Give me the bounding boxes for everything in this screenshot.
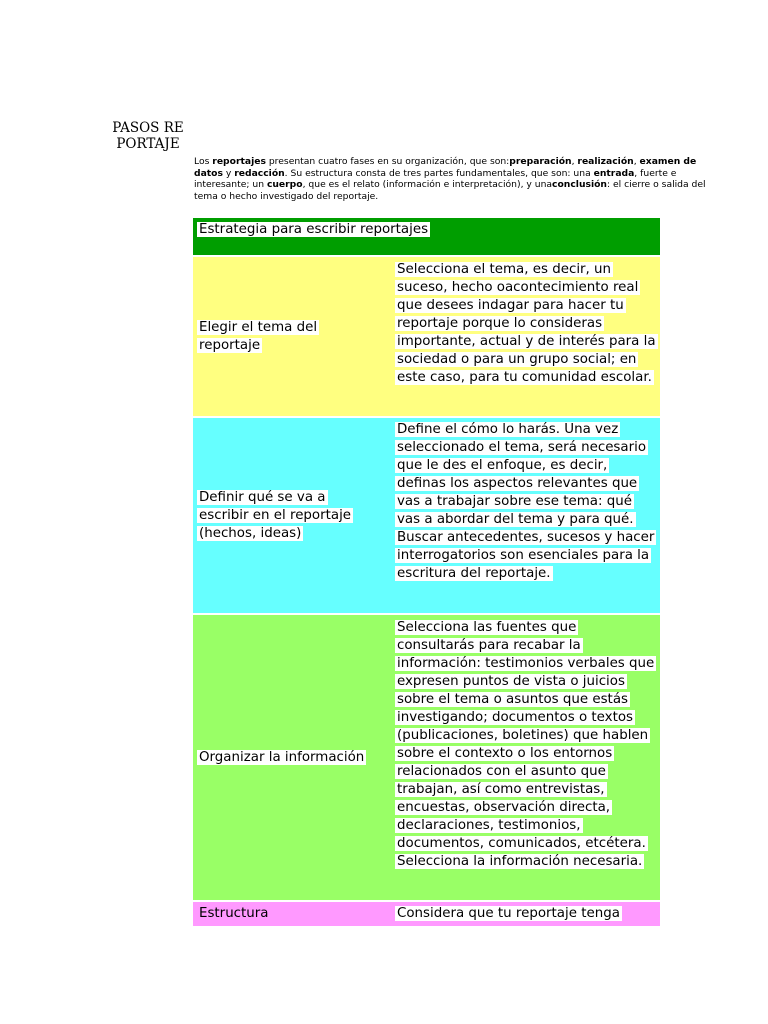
description-cell [392,257,660,416]
table-row [193,902,660,926]
intro-text: , [571,156,578,167]
intro-text: . Su estructura consta de tres partes fundamentales, que son: una [284,167,594,179]
intro-text: presentan cuatro fases en su organización, que son: [265,156,510,167]
description-cell [392,615,660,900]
step-description: Define el cómo lo harás. Una vez seleccionado el tema, será necesario que le des el enfoque, es decir, definas los aspectos relevantes que vas a trabajar sobre ese tema: qué vas a abordar del tema y para qué. Buscar antecedentes, sucesos y hacer interrogatorios son esenciales para la escritura del reportaje. [397,422,655,581]
step-description: Considera que tu reportaje tenga [397,906,620,921]
step-label: Organizar la información [199,749,365,765]
step-cell [193,418,392,613]
intro-text: , fuerte e interesante; un [194,167,677,190]
step-cell [193,615,392,900]
intro-bold: redacción [234,167,285,179]
step-cell [193,902,392,926]
intro-text: : el cierre o salida del tema o hecho investigado del reportaje. [194,179,706,202]
description-cell [392,418,660,613]
description-cell [392,902,660,926]
intro-bold: conclusión [552,179,607,190]
step-cell [193,257,392,416]
table-row [193,418,660,613]
intro-bold: cuerpo [266,179,303,190]
intro-text: Los [194,156,213,167]
intro-text: y [222,167,235,179]
step-label: Estructura [199,906,269,921]
intro-text: , [633,156,640,167]
intro-bold: reportajes [212,156,266,167]
side-title: PASOS REPORTAJE [112,120,184,152]
intro-bold: examen de datos [194,156,697,179]
step-label: Elegir el tema del reportaje [199,319,318,353]
strategy-table [193,218,660,928]
step-label: Definir qué se va a escribir en el reportaje (hechos, ideas) [199,489,352,541]
table-row [193,615,660,900]
table-header-row [193,218,660,255]
intro-bold: entrada [593,167,635,179]
intro-paragraph [194,156,714,202]
intro-text: , que es el relato (información e interpretación), y una [302,179,553,190]
step-description: Selecciona el tema, es decir, un suceso, hecho oacontecimiento real que desees indagar para hacer tu reportaje porque lo consideras importante, actual y de interés para la sociedad o para un grupo social; en este caso, para tu comunidad escolar. [397,262,656,385]
intro-bold: realización [577,156,634,167]
step-description: Selecciona las fuentes que consultarás para recabar la información: testimonios verbales que expresen puntos de vista o juicios sobre el tema o asuntos que estás investigando; documentos o textos (publicaciones, boletines) que hablen sobre el contexto o los entornos relacionados con el asunto que trabajan, así como entrevistas, encuestas, observación directa, declaraciones, testimonios, documentos, comunicados, etcétera. Selecciona la información necesaria. [397,620,655,869]
intro-bold: preparación [509,156,572,167]
table-header: Estrategia para escribir reportajes [199,222,429,237]
table-row [193,257,660,416]
